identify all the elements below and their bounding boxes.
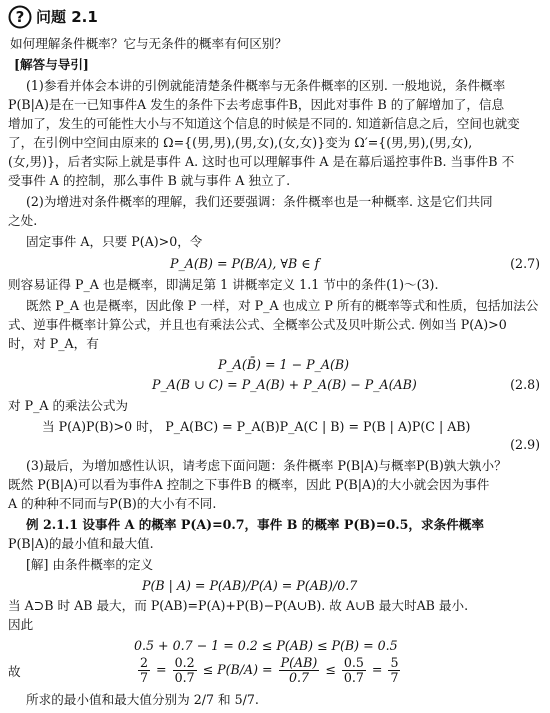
question-mark-icon	[8, 5, 32, 29]
para3-line: 既然 P_A 也是概率，因此像 P 一样，对 P_A 也成立 P 所有的概率等式和性质，包括加法公	[26, 298, 539, 313]
para1-line: P(B|A)是在一已知事件A 发生的条件下去考虑事件B，因此对事件 B 的了解增加了，信息	[8, 97, 505, 112]
inequality-2: $\frac{2}{7}$ = $\frac{0.2}{0.7}$ ≤ P(B/A) = $\frac{P(AB)}{0.7}$ ≤ $\frac{0.5}{0.7}$ = $\frac{5}{7}$	[140, 654, 399, 685]
example-line: P(B|A)的最小值和最大值.	[8, 536, 154, 551]
fix-event-line: 固定事件 A，只要 P(A)>0，令	[26, 234, 203, 249]
para1-line: (女,男)}，后者实际上就是事件 A. 这时也可以理解事件 A 是在幕后遥控事件B. 当事件B 不	[8, 154, 515, 169]
fraction: $\frac{0.2}{0.7}$	[174, 654, 195, 685]
para1-line: 增加了，发生的可能性大小与不知道这个信息的时候是不同的. 知道新信息之后，空间也就变	[8, 116, 520, 131]
solution-line: 因此	[8, 617, 34, 632]
answer-heading: [解答与导引]	[14, 57, 89, 72]
equation-label: (2.7)	[510, 256, 540, 271]
problem-header	[8, 4, 98, 30]
solution-intro: [解] 由条件概率的定义	[26, 557, 154, 572]
equation-2-8b: P_A(B ∪ C) = P_A(B) + P_A(B) − P_A(AB)	[152, 377, 417, 392]
para4-line: 既然 P(B|A)可以看为事件A 控制之下事件B 的概率，因此 P(B|A)的大小就会因为事件	[8, 477, 490, 492]
equation-2-9: 当 P(A)P(B)>0 时， P_A(BC) = P_A(B)P_A(C | B) = P(B | A)P(C | AB)	[42, 419, 471, 434]
conditional-definition: P(B | A) = P(AB)/P(A) = P(AB)/0.7	[142, 578, 358, 593]
equation-label: (2.9)	[510, 437, 540, 452]
svg-text:?: ?	[15, 8, 25, 26]
fraction: $\frac{P(AB)}{0.7}$	[280, 654, 318, 685]
fraction: $\frac{5}{7}$	[390, 654, 399, 685]
para2-line: 之处.	[8, 213, 38, 228]
after-eq-line: 则容易证得 P_A 也是概率，即满足第 1 讲概率定义 1.1 节中的条件(1)～(3).	[8, 277, 439, 292]
para4-line: (3)最后，为增加感性认识，请考虑下面问题：条件概率 P(B|A)与概率P(B)孰大孰小？	[26, 458, 507, 473]
para4-line: A 的种种不同而与P(B)的大小有不同.	[8, 496, 217, 511]
para1-line: 了，在引例中空间由原来的 Ω={(男,男),(男,女),(女,女)}变为 Ω′={(男,男),(男,女),	[8, 135, 473, 150]
example-line: 例 2.1.1 设事件 A 的概率 P(A)=0.7，事件 B 的概率 P(B)=0.5，求条件概率	[26, 517, 484, 532]
therefore-word: 故	[8, 664, 21, 679]
mult-intro-line: 对 P_A 的乘法公式为	[8, 398, 129, 413]
para3-line: 式、逆事件概率计算公式，并且也有乘法公式、全概率公式及贝叶斯公式. 例如当 P(A)>0	[8, 317, 507, 332]
fraction: $\frac{0.5}{0.7}$	[343, 654, 364, 685]
para1-line: 受事件 A 的控制，那么事件 B 就与事件 A 独立了.	[8, 173, 291, 188]
equation-2-7: P_A(B) = P(B/A), ∀B ∈ f	[170, 256, 320, 271]
problem-title: 问题 2.1	[36, 8, 98, 26]
equation-2-8a: P_A(B̄) = 1 − P_A(B)	[218, 357, 350, 372]
conclusion-line: 所求的最小值和最大值分别为 2/7 和 5/7.	[26, 692, 259, 707]
fraction: $\frac{2}{7}$	[140, 654, 149, 685]
inequality-1: 0.5 + 0.7 − 1 = 0.2 ≤ P(AB) ≤ P(B) = 0.5	[134, 638, 398, 653]
para3-line: 时，对 P_A，有	[8, 336, 99, 351]
solution-line: 当 A⊃B 时 AB 最大，而 P(AB)=P(A)+P(B)−P(A∪B). 故 A∪B 最大时AB 最小.	[8, 598, 469, 613]
para1-line: (1)参看并体会本讲的引例就能清楚条件概率与无条件概率的区别. 一般地说，条件概率	[26, 78, 506, 93]
equation-label: (2.8)	[510, 377, 540, 392]
para2-line: (2)为增进对条件概率的理解，我们还要强调：条件概率也是一种概率. 这是它们共同	[26, 194, 493, 209]
question-text: 如何理解条件概率？它与无条件的概率有何区别？	[10, 36, 288, 51]
